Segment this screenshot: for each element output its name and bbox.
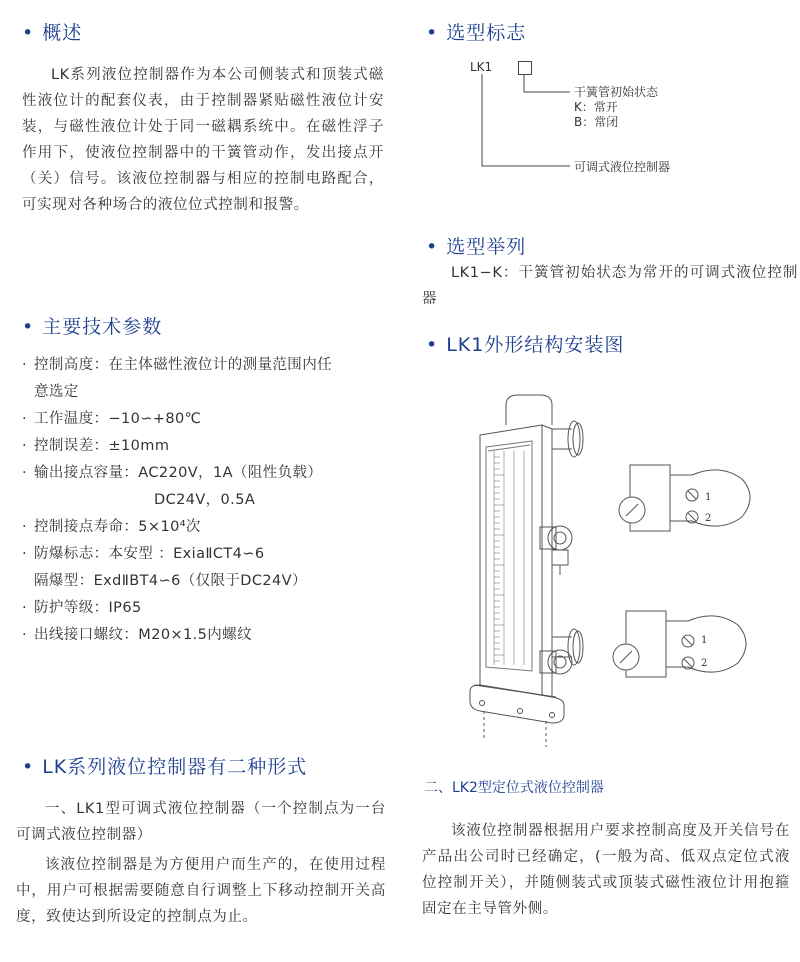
terminal-1-label: 1	[705, 492, 712, 503]
bullet-dot: •	[426, 334, 439, 356]
bullet-dot: •	[426, 236, 439, 258]
overview-heading: • 概述	[22, 22, 83, 44]
reed-state-label: 干簧管初始状态	[574, 85, 659, 99]
bullet-dot: •	[426, 22, 439, 44]
terminal-2-label: 2	[701, 658, 708, 669]
selection-example-heading: • 选型举列	[426, 236, 527, 258]
option-box	[518, 61, 532, 75]
bullet-dot: •	[22, 316, 35, 338]
bullet-dot: •	[22, 22, 35, 44]
forms-heading: • LK系列液位控制器有二种形式	[22, 756, 308, 778]
terminal-2-label: 2	[705, 513, 712, 524]
spec-item: · 输出接点容量：AC220V，1A（阻性负载）	[22, 465, 323, 481]
upper-wiring-diagram	[619, 465, 750, 531]
spec-item: 意选定	[34, 384, 79, 400]
selection-example-text: LK1−K：干簧管初始状态为常开的可调式液位控制器	[422, 265, 798, 307]
model-code: LK1	[470, 60, 493, 74]
option-normally-open: K：常开	[574, 100, 618, 114]
lk1-type-body: 该液位控制器是为方便用户而生产的，在使用过程中，用户可根据需要随意自行调整上下移动控制开关高度，致使达到所设定的控制点为止。	[16, 857, 386, 925]
spec-item: DC24V，0.5A	[154, 492, 256, 508]
bullet-dot: •	[22, 756, 35, 778]
lk2-heading: 二、LK2型定位式液位控制器	[424, 780, 604, 796]
overview-paragraph: LK系列液位控制器作为本公司侧装式和顶装式磁性液位计的配套仪表，由于控制器紧贴磁性液位计安装，与磁性液位计处于同一磁耦系统中。在磁性浮子作用下，使液位控制器中的干簧管动作，发出接点开（关）信号。该液位控制器与相应的控制电路配合，可实现对各种场合的液位位式控制和报警。	[22, 67, 384, 213]
structure-heading: • LK1外形结构安装图	[426, 334, 625, 356]
spec-item: · 控制误差：±10mm	[22, 438, 170, 454]
option-normally-closed: B：常闭	[574, 115, 619, 129]
controller-type-label: 可调式液位控制器	[574, 160, 671, 174]
selection-code-heading: • 选型标志	[426, 22, 527, 44]
specs-list	[22, 352, 402, 649]
spec-item: · 控制接点寿命：5×10⁴次	[22, 519, 201, 535]
spec-item: · 出线接口螺纹：M20×1.5内螺纹	[22, 627, 252, 643]
spec-item: · 防爆标志：本安型 ：ExiaⅡCT4∽6	[22, 546, 265, 562]
terminal-1-label: 1	[701, 635, 708, 646]
lk2-paragraph: 该液位控制器根据用户要求控制高度及开关信号在产品出公司时已经确定，(一般为高、低双点定位式液位控制开关），并随侧装式或顶装式磁性液位计用抱箍固定在主导管外侧。	[422, 823, 790, 917]
installation-drawing	[460, 385, 780, 755]
lk1-type-title: 一、LK1型可调式液位控制器（一个控制点为一台可调式液位控制器）	[16, 801, 386, 843]
lower-wiring-diagram	[613, 611, 746, 677]
specs-heading: • 主要技术参数	[22, 316, 163, 338]
spec-item: · 工作温度：−10∽+80℃	[22, 411, 202, 427]
spec-item: · 控制高度：在主体磁性液位计的测量范围内任	[22, 357, 332, 373]
spec-item: 隔爆型：ExdⅡBT4∽6（仅限于DC24V）	[34, 573, 307, 589]
spec-item: · 防护等级：IP65	[22, 600, 142, 616]
